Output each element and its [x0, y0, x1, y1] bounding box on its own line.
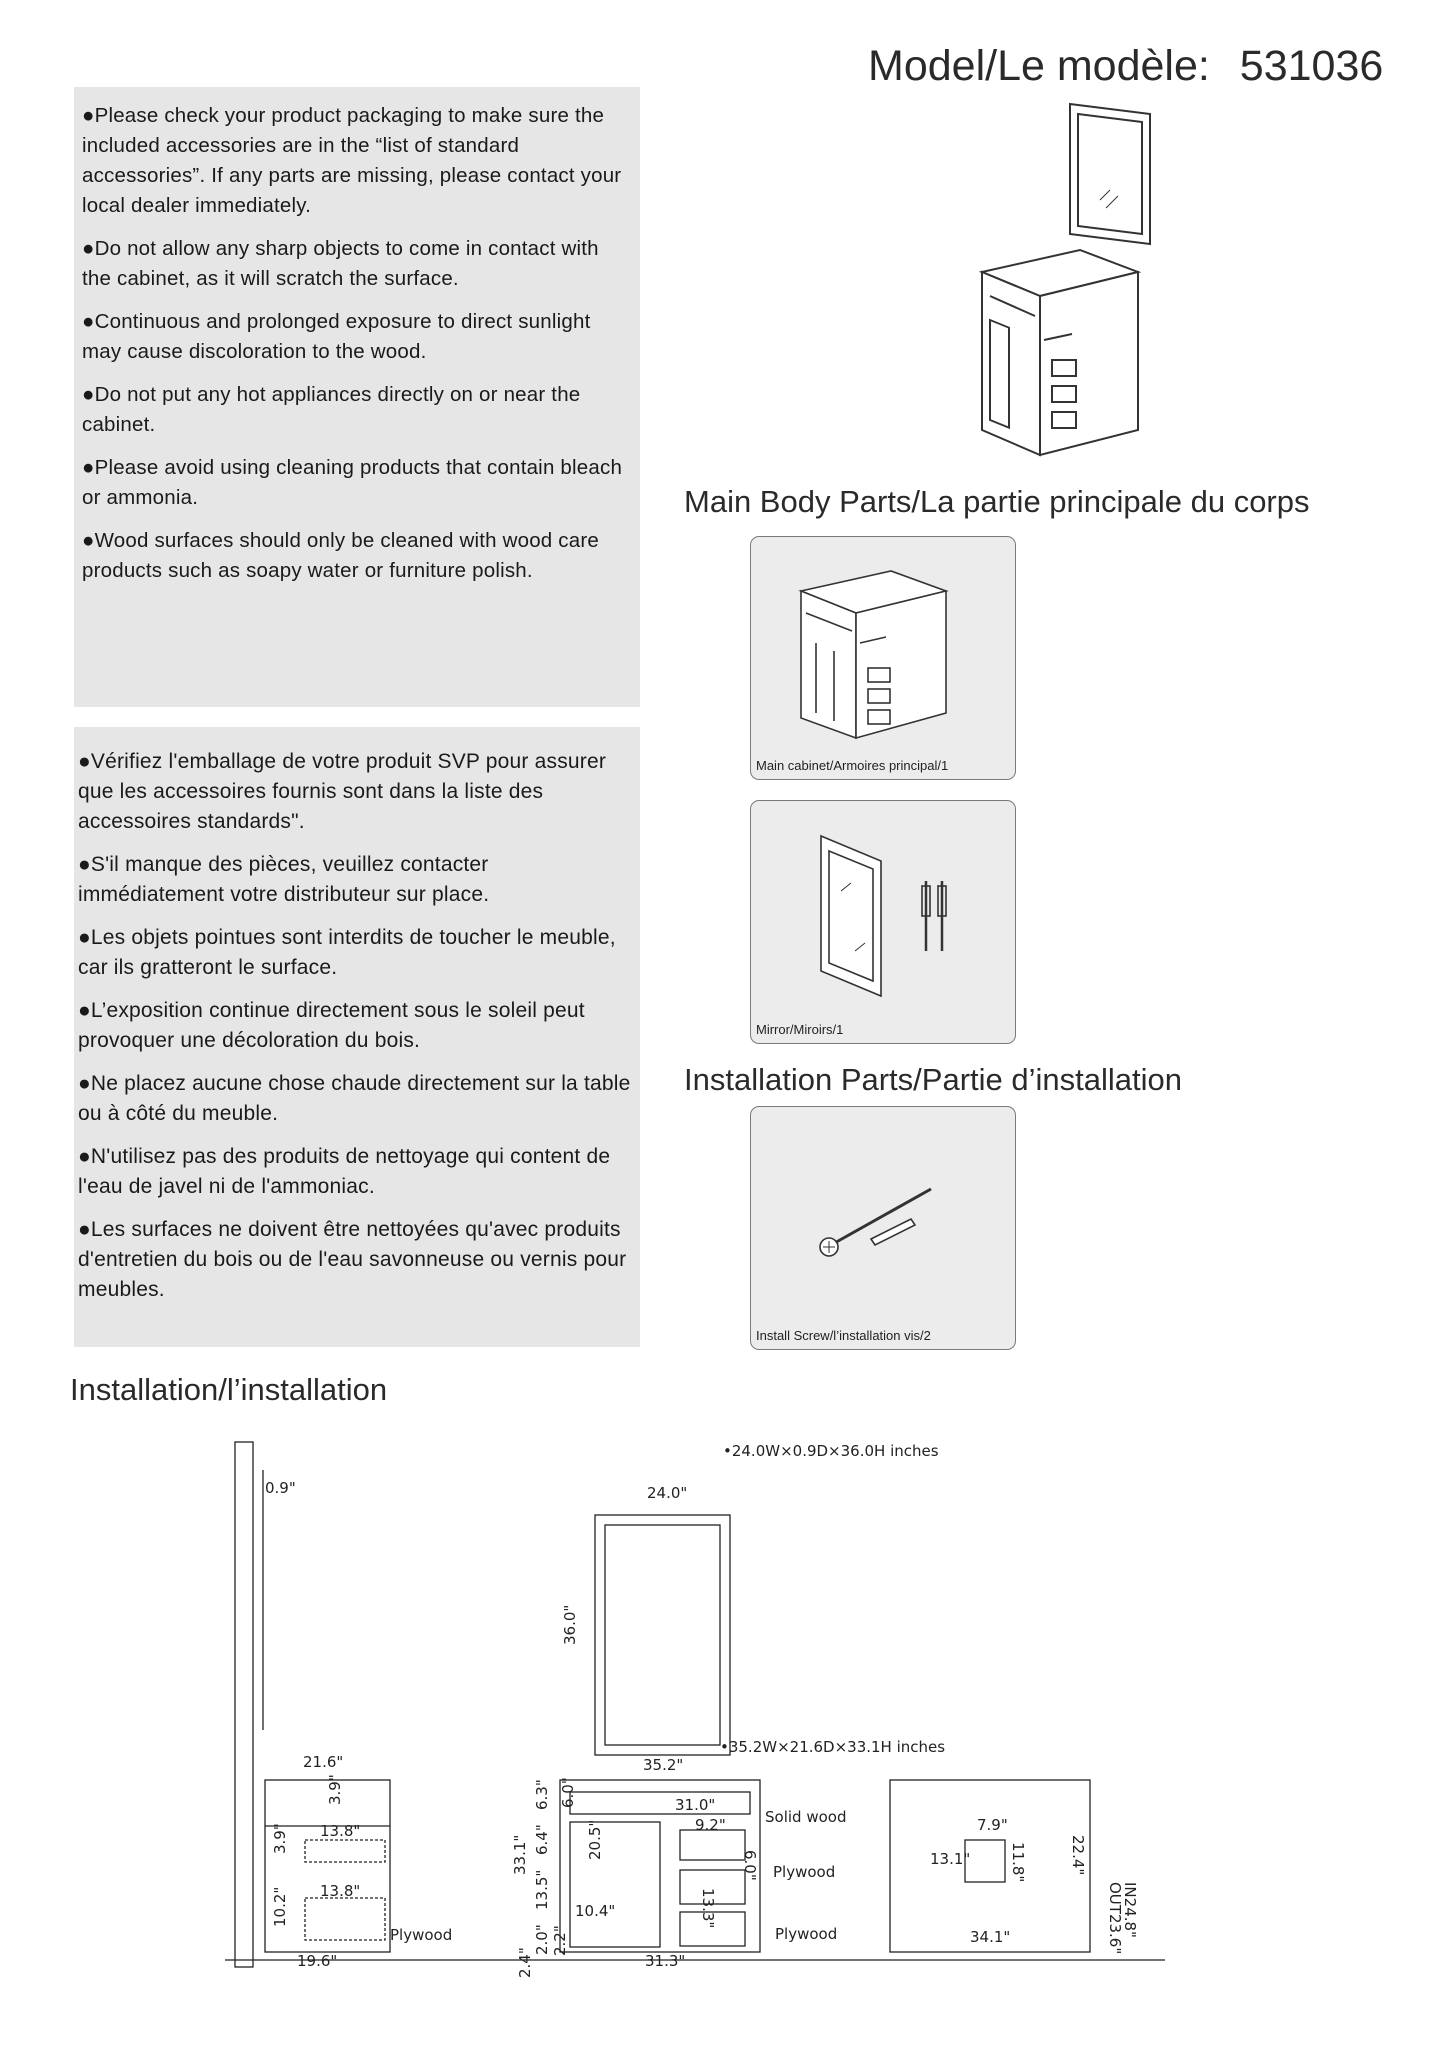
- cabinet-label: Main cabinet/Armoires principal/1: [756, 758, 949, 773]
- mirror-icon: [811, 831, 961, 1001]
- cabinet-icon: [796, 563, 966, 743]
- front-135-label: 13.5": [533, 1869, 551, 1910]
- mirror-width-label: 24.0": [647, 1484, 688, 1502]
- front-solid-wood-label: Solid wood: [765, 1808, 847, 1826]
- note-fr-2: ●S'il manque des pièces, veuillez contacter immédiatement votre distributeur sur place.: [78, 853, 490, 906]
- side-bottom-label: 19.6": [297, 1952, 338, 1970]
- front-plywood2-label: Plywood: [775, 1925, 838, 1943]
- back-118-label: 11.8": [1009, 1842, 1027, 1883]
- notes-english: [74, 87, 640, 707]
- cabinet-height-label: 33.1": [511, 1834, 529, 1875]
- back-341-label: 34.1": [970, 1928, 1011, 1946]
- dimension-labels: [265, 1442, 1139, 1978]
- model-number: 531036: [1239, 42, 1384, 90]
- screw-icon: [811, 1167, 961, 1277]
- side-left-mid-label: 3.9": [271, 1823, 289, 1854]
- note-fr-6: ●N'utilisez pas des produits de nettoyage qui content de l'eau de javel ni de l'ammoniac.: [78, 1145, 611, 1198]
- front-6b-label: 6.0": [741, 1850, 759, 1881]
- note-en-5: ●Please avoid using cleaning products that contain bleach or ammonia.: [82, 456, 623, 509]
- screw-label: Install Screw/l’installation vis/2: [756, 1328, 931, 1343]
- front-6-label: 6.0": [559, 1777, 577, 1808]
- section-main-body: Main Body Parts/La partie principale du corps: [684, 484, 1310, 519]
- note-en-6: ●Wood surfaces should only be cleaned with wood care products such as soapy water or furniture polish.: [82, 529, 599, 582]
- front-92-label: 9.2": [695, 1816, 726, 1834]
- note-fr-3: ●Les objets pointues sont interdits de toucher le meuble, car ils gratteront le surface.: [78, 926, 616, 979]
- side-drawer1-label: 13.8": [320, 1822, 361, 1840]
- part-card-cabinet: [750, 536, 1016, 780]
- model-title: [868, 42, 1383, 91]
- dimension-drawing: [225, 1430, 1185, 1980]
- note-fr-4: ●L’exposition continue directement sous le soleil peut provoquer une décoloration du bois.: [78, 999, 585, 1052]
- front-63-label: 6.3": [533, 1779, 551, 1810]
- front-313-label: 31.3": [645, 1952, 686, 1970]
- front-22-label: 2.2": [551, 1925, 569, 1956]
- mirror-label: Mirror/Miroirs/1: [756, 1022, 844, 1037]
- note-fr-1: ●Vérifiez l'emballage de votre produit SVP pour assurer que les accessoires fournis sont dans la liste des accessoires standards".: [78, 750, 607, 833]
- side-drawer2-label: 13.8": [320, 1882, 361, 1900]
- model-label: Model/Le modèle:: [868, 42, 1210, 90]
- front-24-label: 2.4": [516, 1947, 534, 1978]
- front-104-label: 10.4": [575, 1902, 616, 1920]
- front-20-label: 2.0": [533, 1924, 551, 1955]
- part-card-mirror: [750, 800, 1016, 1044]
- front-205-label: 20.5": [586, 1819, 604, 1860]
- mirror-height-label: 36.0": [561, 1604, 579, 1645]
- front-64-label: 6.4": [533, 1824, 551, 1855]
- front-133-label: 13.3": [699, 1888, 717, 1929]
- back-131-label: 13.1": [930, 1850, 971, 1868]
- back-in-label: IN24.8": [1121, 1882, 1139, 1938]
- note-en-2: ●Do not allow any sharp objects to come in contact with the cabinet, as it will scratch the surface.: [82, 237, 599, 290]
- note-fr-7: ●Les surfaces ne doivent être nettoyées qu'avec produits d'entretien du bois ou de l'eau savonneuse ou vernis pour meubles.: [78, 1218, 627, 1301]
- back-79-label: 7.9": [977, 1816, 1008, 1834]
- note-en-4: ●Do not put any hot appliances directly on or near the cabinet.: [82, 383, 581, 436]
- back-out-label: OUT23.6": [1106, 1882, 1124, 1955]
- back-224-label: 22.4": [1069, 1835, 1087, 1876]
- mirror-depth-label: 0.9": [265, 1479, 296, 1497]
- note-en-1: ●Please check your product packaging to make sure the included accessories are in the “list of standard accessories”. If any parts are missing, please contact your local dealer immediately.: [82, 104, 622, 217]
- mirror-spec-label: •24.0W×0.9D×36.0H inches: [723, 1442, 939, 1460]
- section-installation-parts: Installation Parts/Partie d’installation: [684, 1062, 1182, 1097]
- note-en-3: ●Continuous and prolonged exposure to direct sunlight may cause discoloration to the wood.: [82, 310, 591, 363]
- section-installation: Installation/l’installation: [70, 1372, 388, 1407]
- cabinet-depth-label: 21.6": [303, 1753, 344, 1771]
- cabinet-spec-label: •35.2W×21.6D×33.1H inches: [720, 1738, 946, 1756]
- side-left-low-label: 10.2": [271, 1886, 289, 1927]
- product-illustration: [960, 100, 1170, 465]
- notes-french: [74, 727, 640, 1347]
- front-plywood1-label: Plywood: [773, 1863, 836, 1881]
- cabinet-width-label: 35.2": [643, 1756, 684, 1774]
- front-top-drawer-label: 31.0": [675, 1796, 716, 1814]
- note-fr-5: ●Ne placez aucune chose chaude directement sur la table ou à côté du meuble.: [78, 1072, 631, 1125]
- side-top-label: 3.9": [326, 1774, 344, 1805]
- part-card-screw: [750, 1106, 1016, 1350]
- side-plywood-label: Plywood: [390, 1926, 453, 1944]
